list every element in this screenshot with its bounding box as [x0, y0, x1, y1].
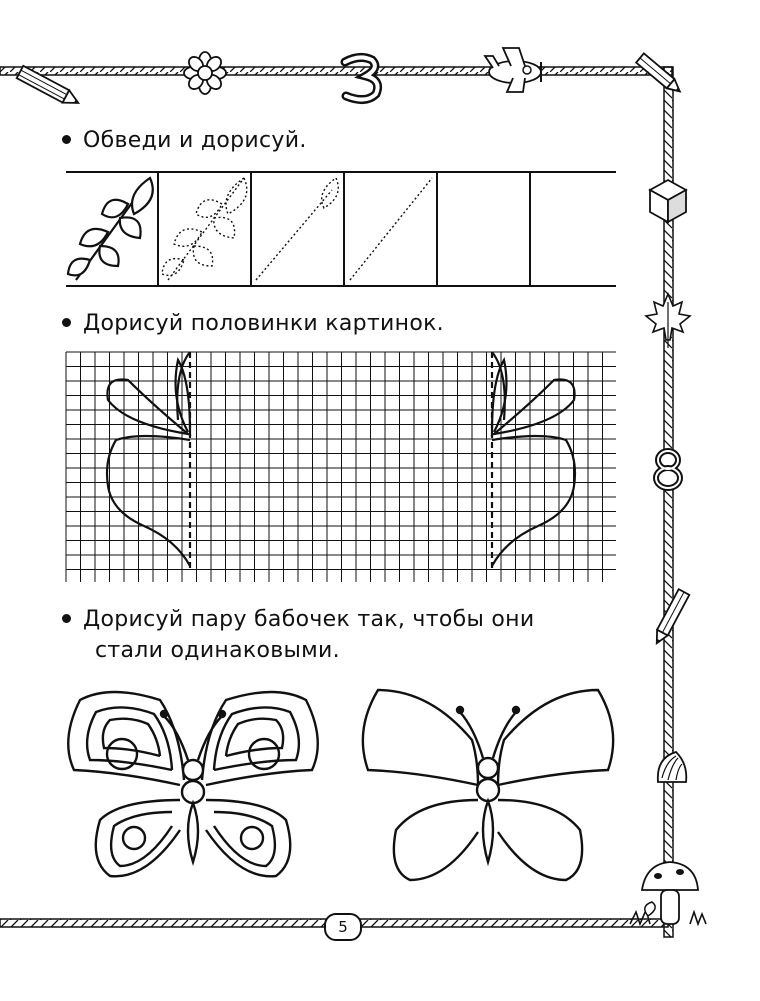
outline-butterfly-icon — [363, 690, 613, 880]
task-3-text-line2: стали одинаковыми. — [95, 638, 340, 663]
task-2-text: Дорисуй половинки картинок. — [83, 311, 444, 336]
full-butterfly-icon — [68, 692, 318, 876]
task-1-text: Обведи и дорисуй. — [83, 128, 307, 153]
task-3-text-line1: Дорисуй пару бабочек так, чтобы они — [83, 607, 535, 632]
page-number: 5 — [324, 913, 362, 941]
